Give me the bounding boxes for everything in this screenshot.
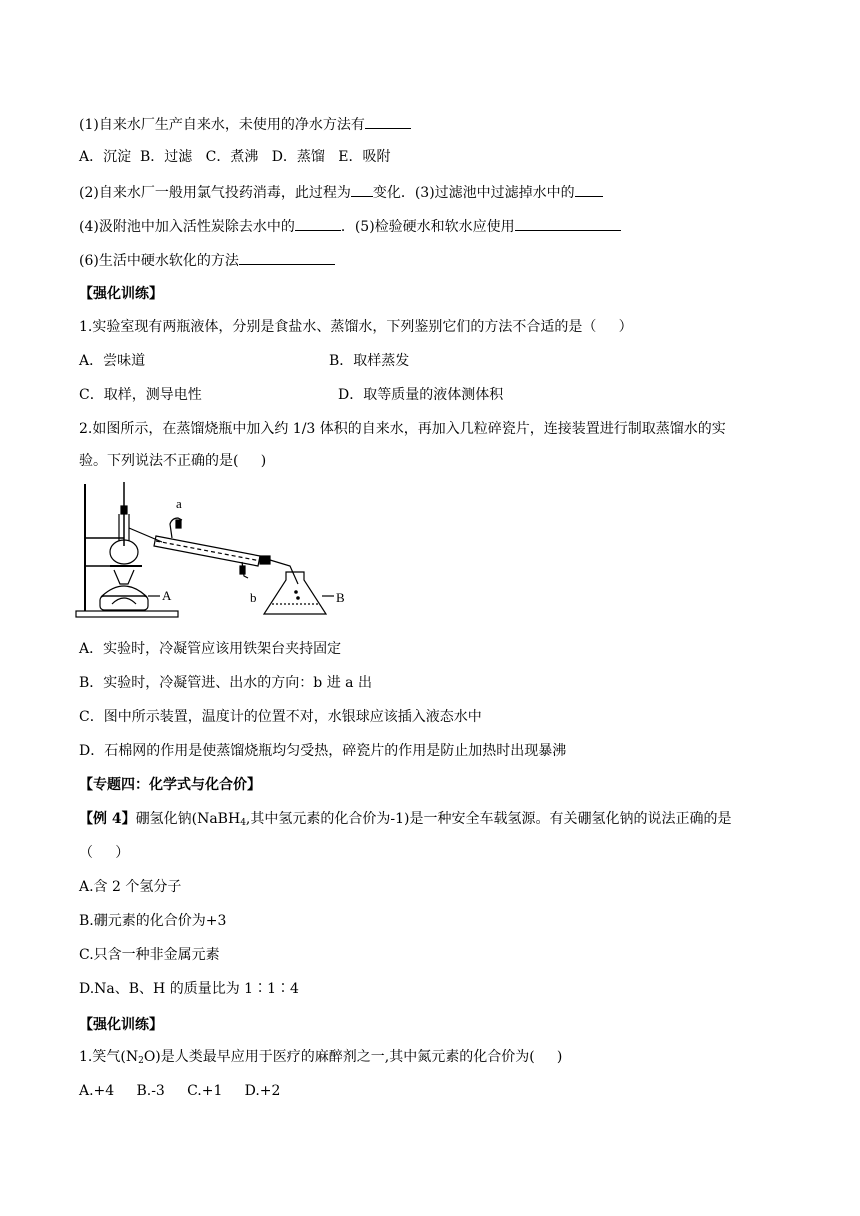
q2-option-b: B．实验时，冷凝管进、出水的方向：b 进 a 出 bbox=[79, 675, 372, 691]
section-heading-training-2: 【强化训练】 bbox=[79, 1017, 163, 1033]
training-question-1: 1.实验室现有两瓶液体，分别是食盐水、蒸馏水，下列鉴别它们的方法不合适的是（ ） bbox=[79, 319, 633, 335]
answer-blank bbox=[295, 216, 341, 231]
question-2-3: (2)自来水厂一般用氯气投药消毒，此过程为 变化．(3)过滤池中过滤掉水中的 bbox=[79, 182, 603, 202]
answer-blank bbox=[515, 216, 621, 231]
example-4: 【例 4】硼氢化钠(NaBH$_4$,其中氢元素的化合价为-1)是一种安全车载氢源。有关硼氢化钠的说法正确的是 bbox=[79, 811, 732, 828]
ex4-option-b: B.硼元素的化合价为+3 bbox=[79, 913, 227, 929]
option-c: C．取样，测导电性 bbox=[79, 387, 202, 403]
label-a: a bbox=[176, 496, 182, 511]
question-1: (1)自来水厂生产自来水，未使用的净水方法有 bbox=[79, 114, 411, 134]
option-b: B．取样蒸发 bbox=[329, 353, 410, 369]
ex4-option-d: D.Na、B、H 的质量比为 1∶1∶4 bbox=[79, 981, 299, 997]
q2-option-c: C．图中所示装置，温度计的位置不对，水银球应该插入液态水中 bbox=[79, 709, 482, 725]
label-b: b bbox=[250, 590, 257, 605]
example-4-paren: （ ） bbox=[79, 845, 130, 861]
label-A: A bbox=[162, 588, 172, 603]
question-4-5: (4)汲附池中加入活性炭除去水中的 ．(5)检验硬水和软水应使用 bbox=[79, 216, 621, 236]
distillation-apparatus-figure bbox=[72, 480, 362, 622]
q2-option-a: A．实验时，冷凝管应该用铁架台夹持固定 bbox=[79, 641, 342, 657]
option-a: A．尝味道 bbox=[79, 353, 146, 369]
answer-blank bbox=[351, 182, 373, 197]
question-6: (6)生活中硬水软化的方法 bbox=[79, 250, 335, 270]
answer-blank bbox=[365, 114, 411, 129]
training2-options: A.+4 B.-3 C.+1 D.+2 bbox=[79, 1083, 281, 1099]
ex4-option-c: C.只含一种非金属元素 bbox=[79, 947, 220, 963]
ex4-option-a: A.含 2 个氢分子 bbox=[79, 879, 182, 895]
answer-blank bbox=[239, 250, 335, 265]
training-question-2-line1: 2.如图所示，在蒸馏烧瓶中加入约 1/3 体积的自来水，再加入几粒碎瓷片，连接装置进行制取蒸馏水的实 bbox=[79, 421, 726, 437]
section-heading-topic4: 【专题四：化学式与化合价】 bbox=[79, 777, 261, 793]
stand-base bbox=[76, 611, 178, 617]
answer-blank bbox=[575, 182, 603, 197]
q2-option-d: D．石棉网的作用是使蒸馏烧瓶均匀受热，碎瓷片的作用是防止加热时出现暴沸 bbox=[79, 743, 567, 759]
option-d: D．取等质量的液体测体积 bbox=[338, 387, 504, 403]
section-heading-training: 【强化训练】 bbox=[79, 286, 163, 302]
label-B: B bbox=[336, 590, 345, 605]
question-1-options: A．沉淀 B．过滤 C．煮沸 D．蒸馏 E．吸附 bbox=[79, 149, 391, 165]
training2-question-1: 1.笑气$(N_2O)$是人类最早应用于医疗的麻醉剂之一,其中氮元素的化合价为( ) bbox=[79, 1049, 563, 1066]
training-question-2-line2: 验。下列说法不正确的是( ) bbox=[79, 453, 267, 469]
